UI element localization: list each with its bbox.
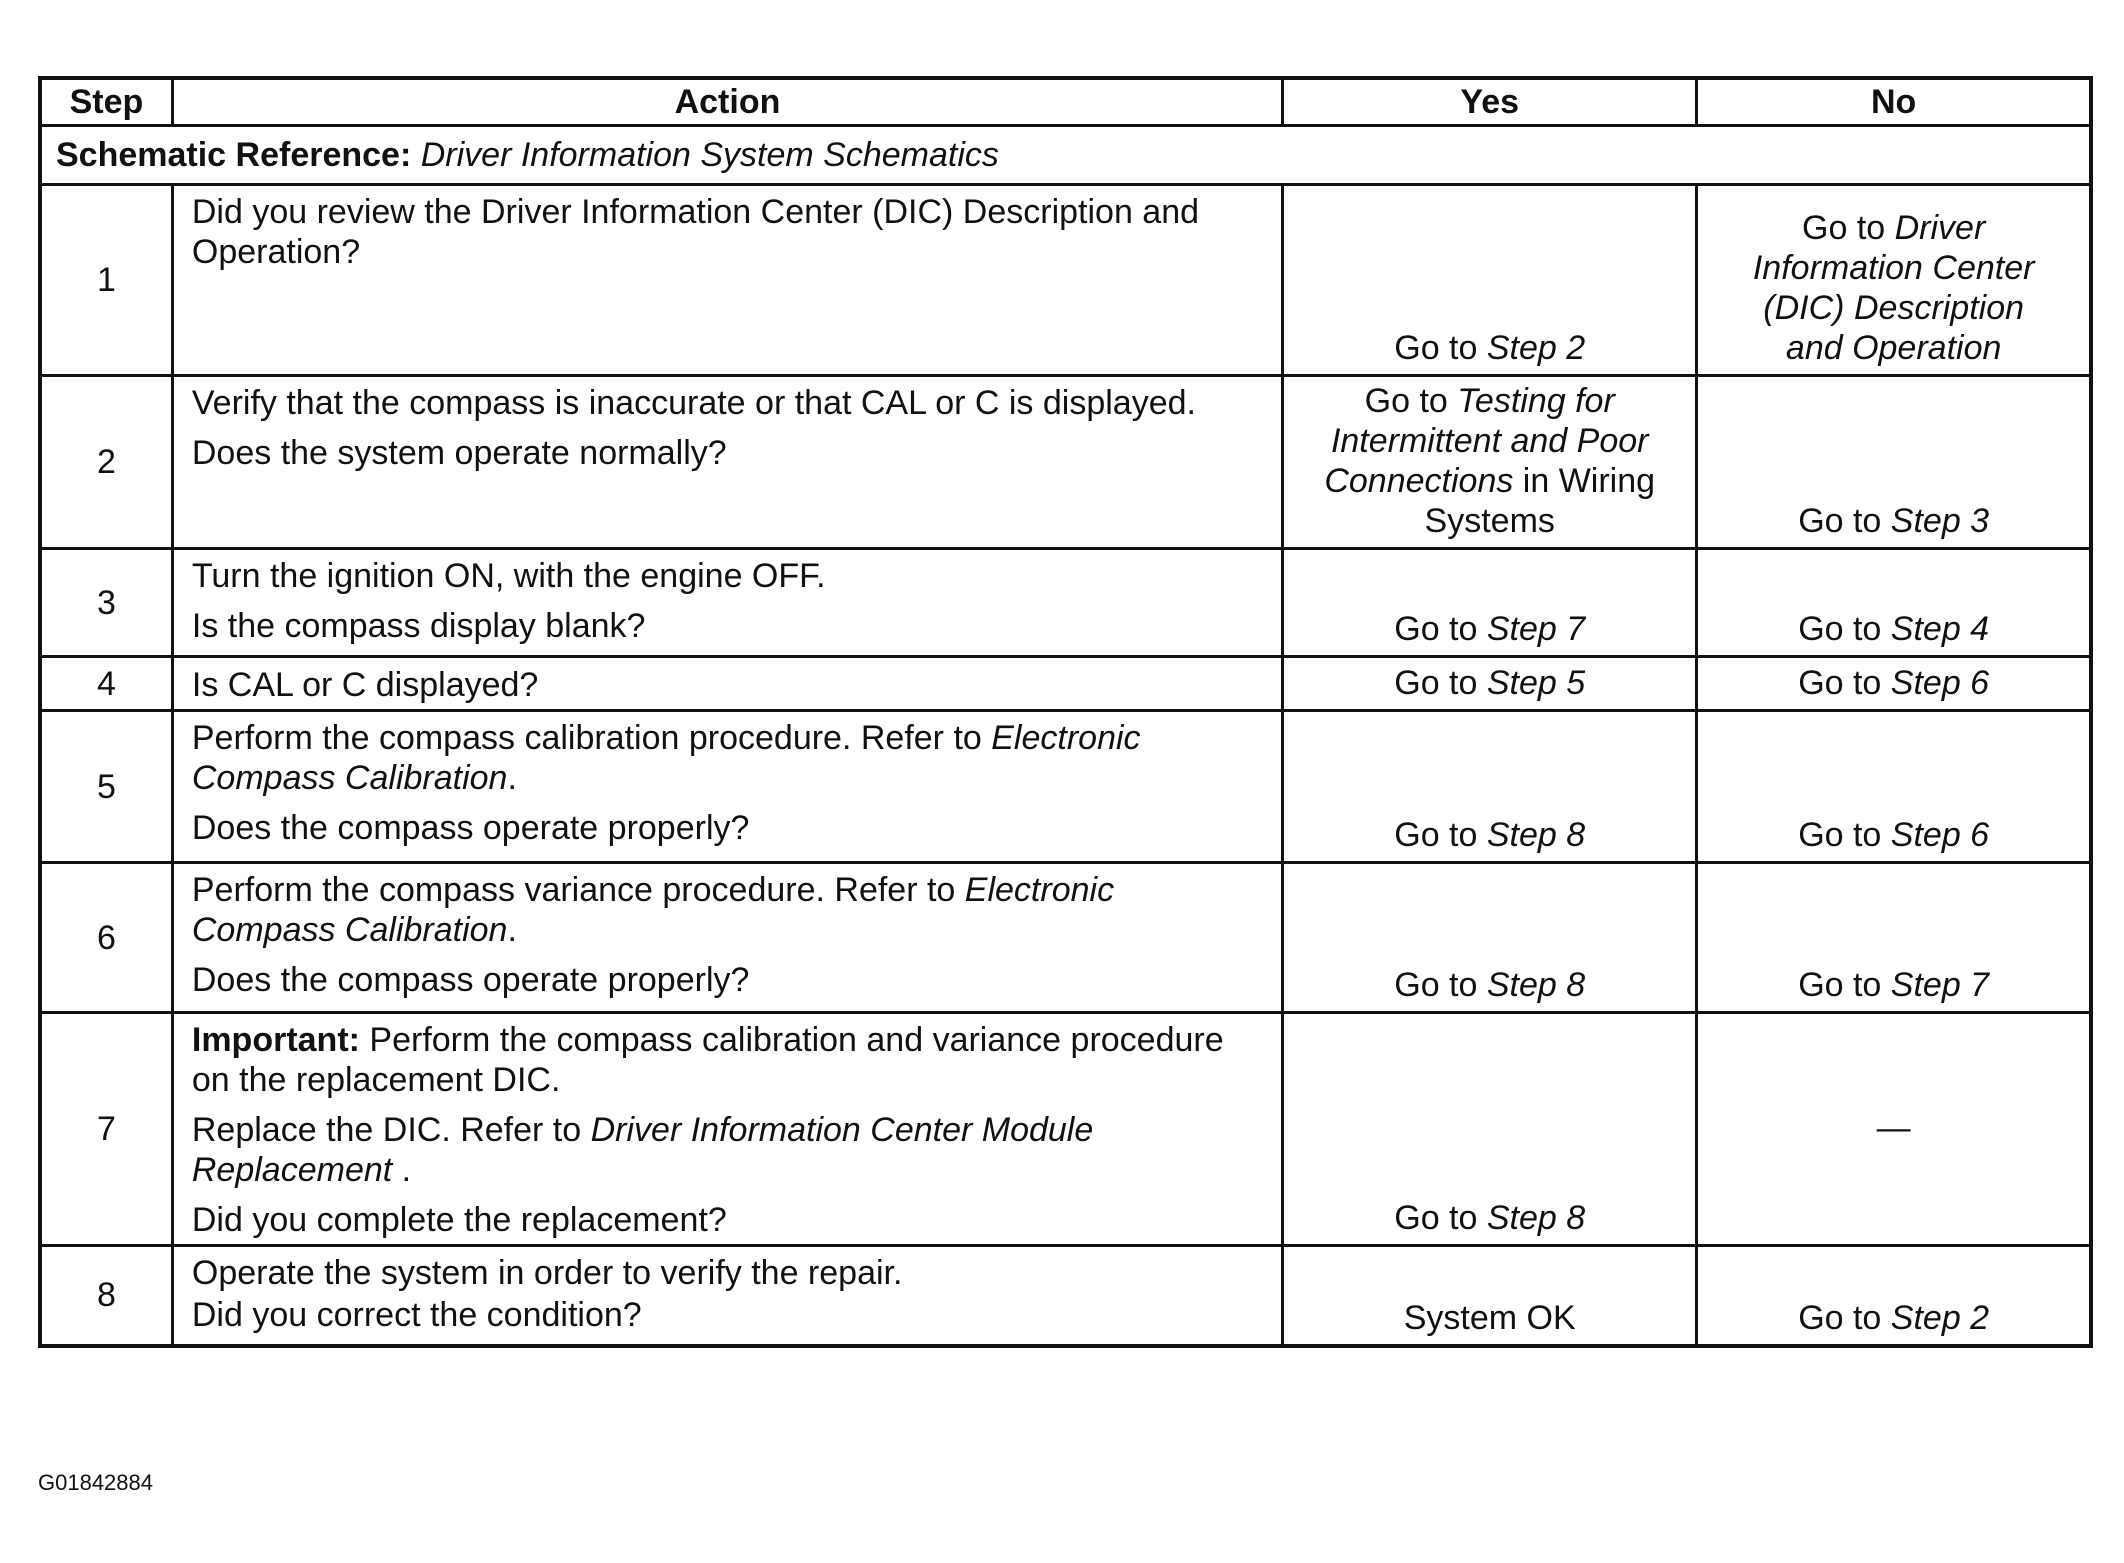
action-cell xyxy=(172,549,1282,657)
table-header-row xyxy=(40,78,2091,126)
no-cell: — xyxy=(1697,1013,2091,1246)
action-reference-link[interactable]: Electronic Compass Calibration xyxy=(191,719,1141,797)
yes-cell xyxy=(1283,376,1697,549)
action-text-end: . xyxy=(507,911,517,949)
action-cell xyxy=(172,185,1282,376)
action-text-part: Perform the compass calibration procedure. Refer to xyxy=(191,719,992,757)
yes-cell xyxy=(1283,1013,1697,1246)
no-cell xyxy=(1697,185,2091,376)
no-cell xyxy=(1697,657,2091,711)
no-prefix: Go to xyxy=(1802,209,1895,247)
action-question: Did you correct the condition? xyxy=(191,1296,642,1334)
action-cell xyxy=(172,1013,1282,1246)
schematic-reference-link[interactable]: Driver Information System Schematics xyxy=(420,136,999,174)
action-text-part: Replace the DIC. Refer to xyxy=(191,1111,591,1149)
no-cell xyxy=(1697,1246,2091,1346)
no-link[interactable]: Step 2 xyxy=(1890,1298,1990,1337)
action-question: Is CAL or C displayed? xyxy=(191,665,539,704)
diagnostic-table xyxy=(38,76,2093,1348)
step-number: 2 xyxy=(40,376,172,549)
action-text xyxy=(192,870,1263,950)
no-cell xyxy=(1697,376,2091,549)
no-link[interactable]: Step 4 xyxy=(1890,610,1990,648)
yes-prefix: Go to xyxy=(1394,610,1487,648)
action-cell xyxy=(172,657,1282,711)
no-prefix: Go to xyxy=(1798,1298,1891,1337)
yes-cell xyxy=(1283,185,1697,376)
yes-cell xyxy=(1283,657,1697,711)
header-action: Action xyxy=(172,78,1282,126)
no-prefix: Go to xyxy=(1798,816,1891,854)
table-row xyxy=(40,549,2091,657)
yes-link[interactable]: Step 5 xyxy=(1486,663,1586,702)
yes-link[interactable]: Step 7 xyxy=(1486,610,1586,648)
table-row xyxy=(40,1246,2091,1346)
yes-prefix: Go to xyxy=(1394,329,1487,367)
action-question: Does the compass operate properly? xyxy=(191,961,750,999)
action-reference-link[interactable]: Driver Information Center Module Replacement xyxy=(191,1111,1094,1189)
header-no: No xyxy=(1697,78,2091,126)
action-cell xyxy=(172,711,1282,863)
action-text xyxy=(192,718,1263,798)
header-step: Step xyxy=(40,78,172,126)
action-question: Did you complete the replacement? xyxy=(191,1201,727,1239)
table-row xyxy=(40,185,2091,376)
yes-prefix: Go to xyxy=(1364,382,1458,420)
no-cell xyxy=(1697,711,2091,863)
action-cell xyxy=(172,863,1282,1013)
yes-link[interactable]: Step 8 xyxy=(1486,816,1586,854)
action-text: Verify that the compass is inaccurate or that CAL or C is displayed. xyxy=(191,384,1196,422)
table-row xyxy=(40,863,2091,1013)
action-question: Is the compass display blank? xyxy=(191,607,646,645)
no-prefix: Go to xyxy=(1798,663,1891,702)
no-prefix: Go to xyxy=(1798,502,1891,540)
action-cell xyxy=(172,376,1282,549)
schematic-reference-row xyxy=(40,126,2091,185)
action-reference-link[interactable]: Electronic Compass Calibration xyxy=(191,871,1115,949)
no-link[interactable]: Step 7 xyxy=(1890,966,1990,1004)
action-cell xyxy=(172,1246,1282,1346)
step-number: 5 xyxy=(40,711,172,863)
figure-id: G01842884 xyxy=(38,1470,153,1495)
yes-link[interactable]: Step 8 xyxy=(1486,966,1586,1004)
action-text xyxy=(192,1110,1263,1190)
table-row xyxy=(40,657,2091,711)
no-cell xyxy=(1697,863,2091,1013)
step-number: 8 xyxy=(40,1246,172,1346)
yes-cell xyxy=(1283,549,1697,657)
yes-prefix: Go to xyxy=(1394,663,1487,702)
action-text: Operate the system in order to verify the repair. xyxy=(191,1254,903,1292)
step-number: 3 xyxy=(40,549,172,657)
schematic-reference-label: Schematic Reference: xyxy=(56,136,412,174)
action-question: Does the system operate normally? xyxy=(191,434,727,472)
step-number: 4 xyxy=(40,657,172,711)
yes-prefix: Go to xyxy=(1394,1199,1487,1237)
header-yes: Yes xyxy=(1283,78,1697,126)
yes-suffix: in Wiring Systems xyxy=(1424,462,1656,540)
action-text-part: Perform the compass variance procedure. Refer to xyxy=(191,871,965,909)
no-link[interactable]: Step 6 xyxy=(1890,663,1990,702)
table-row xyxy=(40,376,2091,549)
schematic-reference xyxy=(40,126,2091,185)
action-text-end: . xyxy=(507,759,517,797)
yes-link[interactable]: Testing for Intermittent and Poor Connections xyxy=(1324,382,1649,500)
yes-cell xyxy=(1283,711,1697,863)
step-number: 1 xyxy=(40,185,172,376)
important-text: Perform the compass calibration and variance procedure on the replacement DIC. xyxy=(191,1021,1224,1099)
no-link[interactable]: Step 6 xyxy=(1890,816,1990,854)
no-link[interactable]: Driver Information Center (DIC) Description and Operation xyxy=(1752,209,2035,367)
action-important-note xyxy=(192,1020,1263,1100)
table-row xyxy=(40,1013,2091,1246)
yes-prefix: Go to xyxy=(1394,816,1487,854)
important-label: Important: xyxy=(191,1021,360,1059)
no-link[interactable]: Step 3 xyxy=(1890,502,1990,540)
no-prefix: Go to xyxy=(1798,610,1891,648)
yes-cell xyxy=(1283,863,1697,1013)
yes-cell: System OK xyxy=(1283,1246,1697,1346)
action-question: Does the compass operate properly? xyxy=(191,809,750,847)
action-text: Did you review the Driver Information Center (DIC) Description and Operation? xyxy=(191,193,1200,271)
no-prefix: Go to xyxy=(1798,966,1891,1004)
action-text: Turn the ignition ON, with the engine OFF. xyxy=(191,557,826,595)
yes-prefix: Go to xyxy=(1394,966,1487,1004)
step-number: 6 xyxy=(40,863,172,1013)
step-number: 7 xyxy=(40,1013,172,1246)
yes-link[interactable]: Step 8 xyxy=(1486,1199,1586,1237)
action-text-end: . xyxy=(392,1151,412,1189)
no-cell xyxy=(1697,549,2091,657)
table-row xyxy=(40,711,2091,863)
yes-link[interactable]: Step 2 xyxy=(1486,329,1586,367)
